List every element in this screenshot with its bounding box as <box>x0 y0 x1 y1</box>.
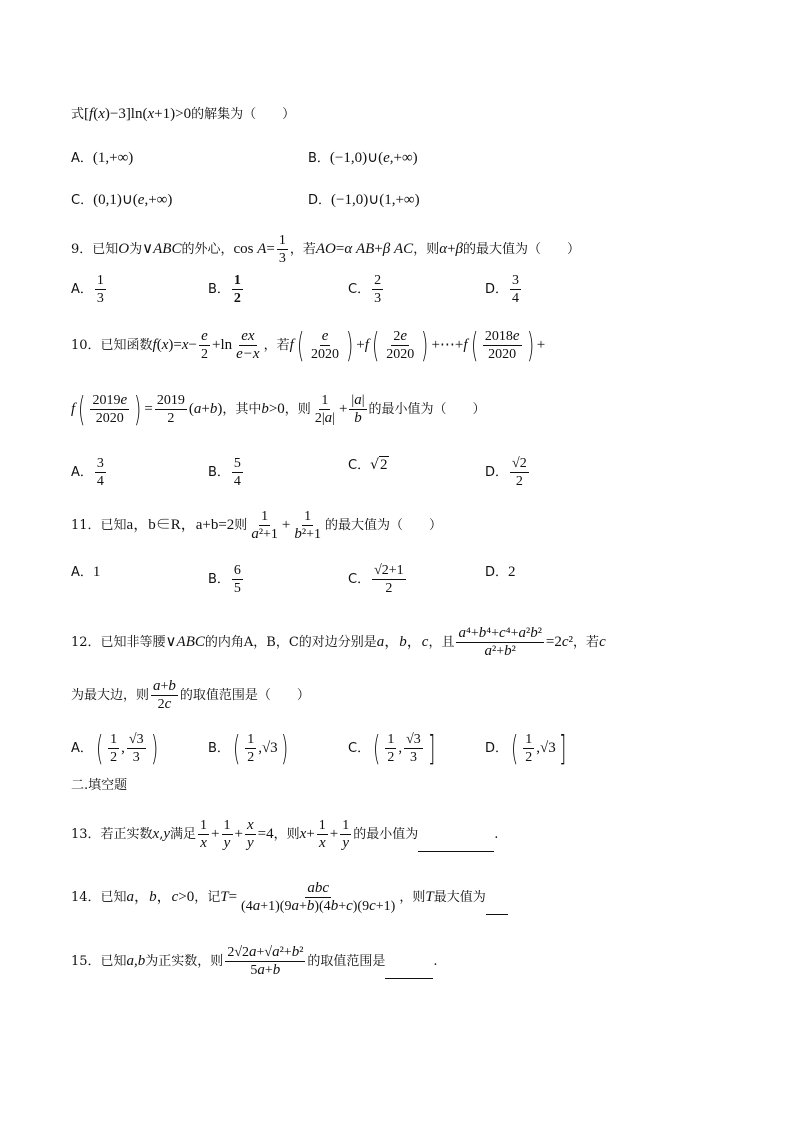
q10-stem-line2: f( $\frac{2019e}{2020}$ ) = $\frac{2019}{2}$ (a+b)，其中b>0，则 $\frac{1}{2|a|}$ + $\frac{|a|}{b}$ 的最小值为（ ） <box>71 389 486 430</box>
q12-option-d[interactable]: D．( $\frac{1}{2}$ ,√3] <box>485 728 567 769</box>
q15-answer-blank[interactable] <box>385 964 433 979</box>
q11-option-b[interactable]: B． $\frac{6}{5}$ <box>208 563 241 596</box>
q9-option-c[interactable]: C． $\frac{2}{3}$ <box>348 273 382 306</box>
q10-option-d[interactable]: D． $\frac{√2}{2}$ <box>485 456 527 489</box>
q10-stem-line1: 10．已知函数f(x)=x− $\frac{e}{2}$ +ln $\frac{ex}{e-x}$ ，若f( $\frac{e}{2020}$ ) +f( $\frac{2e}{2020}$ ) +⋯+f( $\frac{2018e}{2020}$ ) + <box>71 325 546 366</box>
q12-option-c[interactable]: C．( $\frac{1}{2}$ , $\frac{√3}{3}$ ] <box>348 728 436 769</box>
q9-option-b[interactable]: B． $\frac{1}{2}$ <box>208 273 241 306</box>
q11-option-d[interactable]: D．2 <box>485 564 516 580</box>
q12-option-b[interactable]: B．( $\frac{1}{2}$ ,√3) <box>208 728 288 769</box>
q8-prefix: 式 <box>71 107 85 122</box>
q10-option-b[interactable]: B． $\frac{5}{4}$ <box>208 456 241 489</box>
q9-option-a[interactable]: A． $\frac{1}{3}$ <box>71 273 104 306</box>
q9-stem: 9．已知O为∨ABC的外心，cos A= $\frac{1}{3}$ ，若AO=α AB+β AC，则α+β的最大值为（ ） <box>71 233 581 266</box>
q14-stem: 14．已知a，b，c>0，记T= abc (4a+1)(9a+b)(4b+c)(9c+1) ，则T最大值为 <box>71 880 508 915</box>
q8-stem <box>71 104 295 125</box>
q11-option-c[interactable]: C． $\frac{√2+1}{2}$ <box>348 563 404 596</box>
q9-option-d[interactable]: D． $\frac{3}{4}$ <box>485 273 520 306</box>
q13-stem: 13．若正实数x,y满足 $\frac{1}{x}$ + $\frac{1}{y}$ + $\frac{x}{y}$ =4，则x+ $\frac{1}{x}$ + $\frac{1}{y}$ 的最小值为 . <box>71 817 499 851</box>
q10-option-c[interactable]: C．√2 <box>348 457 388 473</box>
q8-option-c[interactable]: C．(0,1)∪(e,+∞) <box>71 192 173 208</box>
q10-option-a[interactable]: A． $\frac{3}{4}$ <box>71 456 104 489</box>
q13-answer-blank[interactable] <box>418 837 494 852</box>
q8-suffix: 的解集为（ ） <box>191 107 296 122</box>
q15-stem: 15．已知a,b为正实数，则 $\frac{\text{2√2a+√a²+b²}}{5a+b}$ 的取值范围是 . <box>71 944 438 978</box>
q12-stem-line1: 12．已知非等腰∨ABC的内角A，B，C的对边分别是a，b，c，且 $\frac{\text{a⁴+b⁴+c⁴+a²b²}}{\text{a²+b²}}$ =2c²，若c <box>71 625 606 659</box>
q8-inequality: [f(x)−3]ln(x+1)>0 <box>84 106 192 122</box>
q12-option-a[interactable]: A．( $\frac{1}{2}$ , $\frac{√3}{3}$ ) <box>71 728 158 769</box>
section-fill-in-heading: 二.填空题 <box>71 778 128 793</box>
q8-option-a[interactable]: A．(1,+∞) <box>71 150 134 166</box>
q11-stem: 11．已知a，b∈R，a+b=2则 $\frac{1}{\text{a²+1}}$ + $\frac{1}{\text{b²+1}}$ 的最大值为（ ） <box>71 509 442 542</box>
q11-option-a[interactable]: A．1 <box>71 564 101 580</box>
q14-answer-blank[interactable] <box>486 900 508 915</box>
q8-option-d[interactable]: D．(−1,0)∪(1,+∞) <box>308 192 420 208</box>
q8-option-b[interactable]: B．(−1,0)∪(e,+∞) <box>308 150 418 166</box>
q12-stem-line2: 为最大边，则 $\frac{a+b}{2c}$ 的取值范围是（ ） <box>71 678 310 712</box>
